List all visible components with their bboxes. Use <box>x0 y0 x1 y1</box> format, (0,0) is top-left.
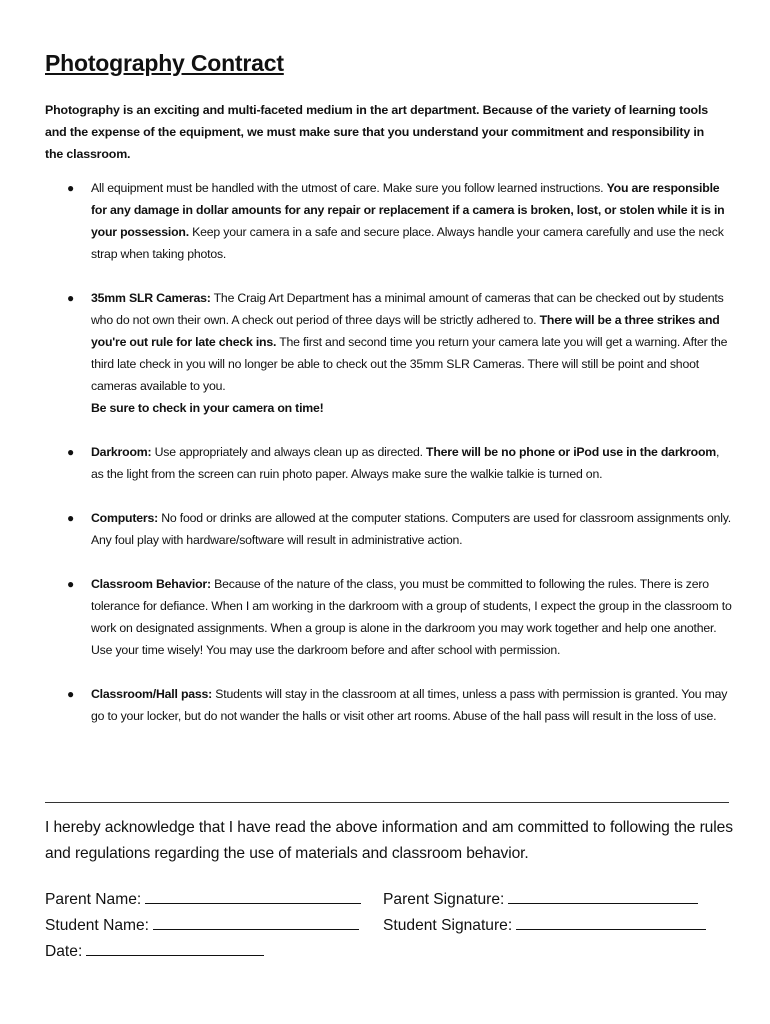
parent-name-field[interactable] <box>45 888 361 909</box>
bullet-icon: ● <box>67 181 75 195</box>
rule-emphasis: Be sure to check in your camera on time! <box>91 401 324 415</box>
bullet-icon: ● <box>67 511 75 525</box>
student-signature-line[interactable] <box>516 914 706 930</box>
rule-slr-cameras <box>45 287 735 419</box>
rule-heading: Computers: <box>91 511 159 525</box>
rule-text: Because of the nature of the class, you must be committed to following the rules. There is zero tolerance for defiance. When I am working in the darkroom with a group of students, I expect the group in the classroom to work on designated assignments. When a group is alone in the darkroom you may work together and help one another. Use your time wisely! You may use the darkroom before and after school with permission. <box>91 577 732 657</box>
parent-signature-label: Parent Signature: <box>383 891 505 908</box>
parent-signature-field[interactable] <box>383 888 698 909</box>
bullet-icon: ● <box>67 291 75 305</box>
rule-text: The Craig Art Department has a minimal amount of cameras that can be checked out by students who do not own their own. A check out period of three days will be strictly adhered to. <box>91 291 724 327</box>
rule-classroom-behavior <box>45 573 735 661</box>
date-line[interactable] <box>86 940 264 956</box>
intro-paragraph: Photography is an exciting and multi-faceted medium in the art department. Because of the variety of learning tools and the expense of the equipment, we must make sure that you understand your commitment and responsibility in the classroom. <box>45 103 708 161</box>
student-signature-field[interactable] <box>383 914 706 935</box>
rule-hall-pass <box>45 683 735 727</box>
date-field[interactable] <box>45 940 264 961</box>
rule-text: Students will stay in the classroom at all times, unless a pass with permission is granted. You may go to your locker, but do not wander the halls or visit other art rooms. Abuse of the hall pass will result in the loss of use. <box>91 687 728 723</box>
rule-text: , as the light from the screen can ruin photo paper. Always make sure the walkie talkie is turned on. <box>91 445 720 481</box>
rule-emphasis: You are responsible for any damage in dollar amounts for any repair or replacement if a camera is broken, lost, or stolen while it is in your possession. <box>91 181 725 239</box>
parent-name-line[interactable] <box>145 888 361 904</box>
student-name-label: Student Name: <box>45 917 150 934</box>
rule-heading: Darkroom: <box>91 445 152 459</box>
bullet-icon: ● <box>67 687 75 701</box>
section-divider <box>45 802 729 803</box>
rule-text: All equipment must be handled with the utmost of care. Make sure you follow learned instructions. <box>91 181 604 195</box>
rule-text: Keep your camera in a safe and secure place. Always handle your camera carefully and use the neck strap when taking photos. <box>91 225 724 261</box>
rule-heading: Classroom Behavior: <box>91 577 211 591</box>
rule-equipment <box>45 177 735 265</box>
rule-emphasis: There will be a three strikes and you're out rule for late check ins. <box>91 313 720 349</box>
rule-text: The first and second time you return your camera late you will get a warning. After the third late check in you will no longer be able to check out the 35mm SLR Cameras. There will still be point and shoot cameras available to you. <box>91 335 728 393</box>
bullet-icon: ● <box>67 577 75 591</box>
rules-list <box>45 177 735 727</box>
student-name-line[interactable] <box>153 914 359 930</box>
rule-heading: Classroom/Hall pass: <box>91 687 213 701</box>
rule-computers <box>45 507 735 551</box>
student-name-field[interactable] <box>45 914 359 935</box>
rule-emphasis: There will be no phone or iPod use in the darkroom <box>426 445 716 459</box>
parent-name-label: Parent Name: <box>45 891 142 908</box>
acknowledgement-statement: I hereby acknowledge that I have read the above information and am committed to following the rules and regulations regarding the use of materials and classroom behavior. <box>45 819 733 862</box>
rule-text: No food or drinks are allowed at the computer stations. Computers are used for classroom assignments only. Any foul play with hardware/software will result in administrative action. <box>91 511 732 547</box>
rule-text: Use appropriately and always clean up as directed. <box>154 445 423 459</box>
student-signature-label: Student Signature: <box>383 917 513 934</box>
parent-signature-line[interactable] <box>508 888 698 904</box>
date-label: Date: <box>45 943 83 960</box>
rule-darkroom <box>45 441 735 485</box>
bullet-icon: ● <box>67 445 75 459</box>
page-title: Photography Contract <box>45 50 284 76</box>
rule-heading: 35mm SLR Cameras: <box>91 291 211 305</box>
